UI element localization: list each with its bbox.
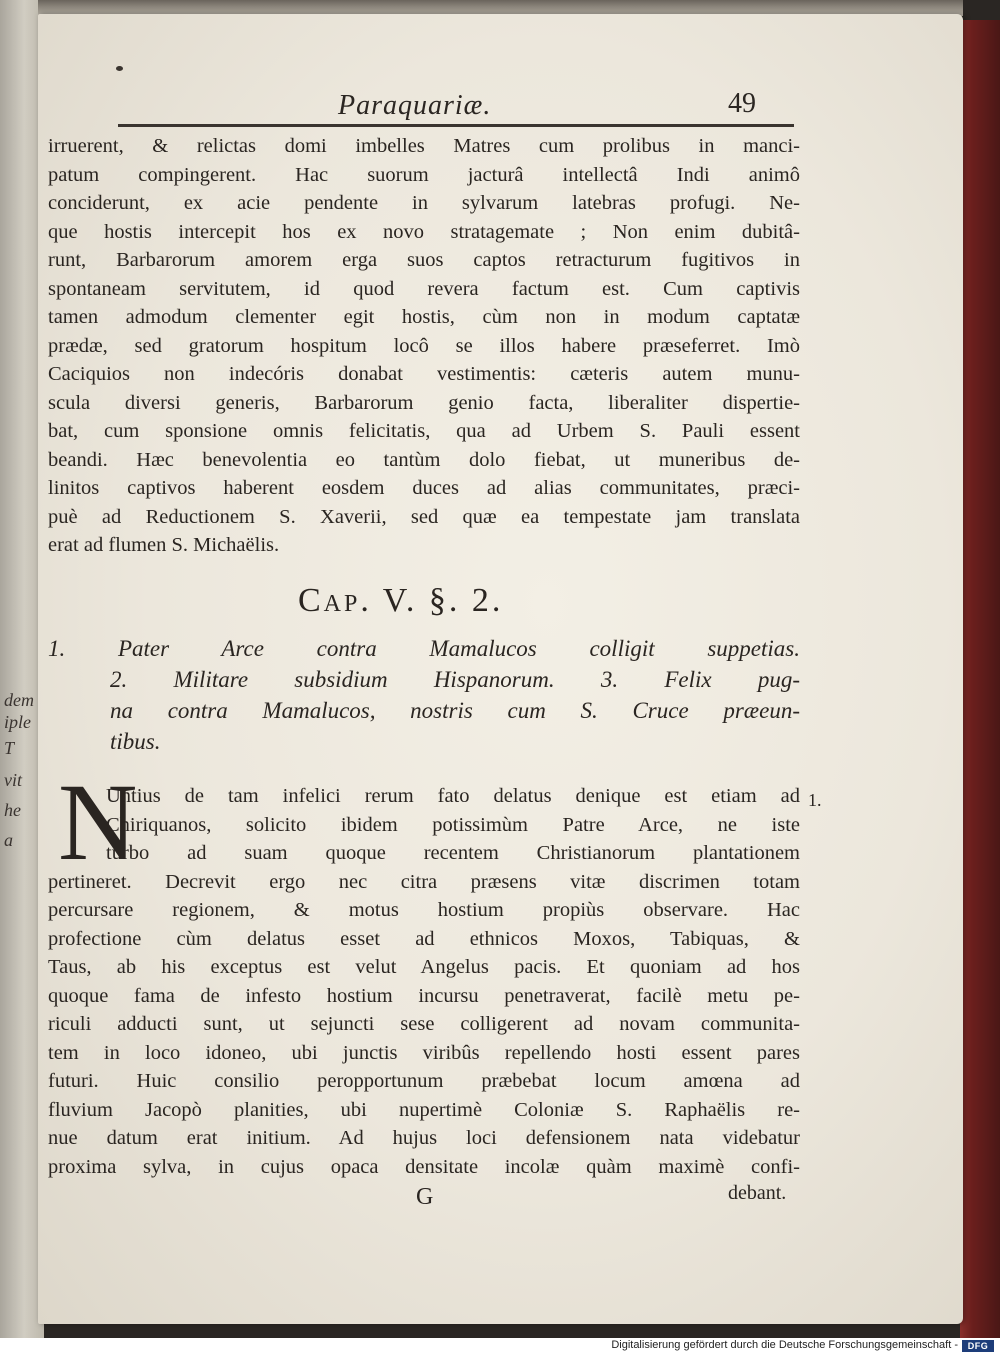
summary-line: tibus. — [110, 729, 161, 754]
text-line: irruerent, & relictas domi imbelles Matres cum prolibus in manci- — [48, 135, 800, 157]
book-page — [38, 14, 963, 1324]
paragraph-1 — [48, 132, 800, 560]
drop-cap: N — [58, 761, 138, 883]
text-line: turbo ad suam quoque recentem Christianorum plantationem — [106, 842, 800, 864]
text-line: spontaneam servitutem, id quod revera factum est. Cum captivis — [48, 277, 800, 300]
running-head: Paraquariæ. — [338, 90, 492, 121]
text-line: patum compingerent. Hac suorum jacturâ intellectâ Indi animô — [48, 163, 800, 186]
text-line: prædæ, sed gratorum hospitum locô se illos habere præseferret. Imò — [48, 334, 800, 357]
summary-line: 2. Militare subsidium Hispanorum. 3. Felix pug- — [110, 667, 800, 692]
text-line: futuri. Huic consilio peropportunum præbebat locum amœna ad — [48, 1070, 800, 1092]
text-line: scula diversi generis, Barbarorum genio facta, liberaliter dispertie- — [48, 391, 800, 414]
margin-note: 1. — [808, 790, 822, 810]
dfg-logo: DFG — [962, 1340, 994, 1352]
header-rule — [118, 124, 794, 127]
text-line: Chiriquanos, solicito ibidem potissimùm Patre Arce, ne iste — [106, 813, 800, 836]
left-page-fragment: dem — [4, 690, 34, 710]
paragraph-2 — [48, 782, 800, 1181]
text-line: pertineret. Decrevit ergo nec citra præsens vitæ discrimen totam — [48, 870, 800, 893]
text-line: fluvium Jacopò planities, ubi nupertimè Coloniæ S. Raphaëlis re- — [48, 1098, 800, 1121]
left-page-fragment: a — [4, 830, 13, 850]
text-line: percursare regionem, & motus hostium propiùs observare. Hac — [48, 899, 800, 921]
text-line: beandi. Hæc benevolentia eo tantùm dolo fiebat, ut muneribus de- — [48, 448, 800, 471]
left-page-fragment: vit — [4, 770, 22, 790]
left-page-fragment: T — [4, 738, 15, 758]
text-line: nue datum erat initium. Ad hujus loci defensionem nata videbatur — [48, 1127, 800, 1149]
text-line: Untius de tam infelici rerum fato delatus denique est etiam ad — [106, 785, 800, 807]
funding-notice: Digitalisierung gefördert durch die Deutsche Forschungsgemeinschaft - — [611, 1339, 958, 1351]
footer-bar — [0, 1338, 1000, 1355]
text-line: Caciquios non indecóris donabat vestimentis: cæteris autem munu- — [48, 363, 800, 385]
chapter-heading: Cap. V. §. 2. — [298, 582, 504, 619]
catchword: debant. — [728, 1182, 787, 1204]
text-line: runt, Barbarorum amorem erga suos captos retracturum fugitivos in — [48, 249, 800, 271]
left-page-fragment: iple — [4, 712, 31, 732]
text-line: Taus, ab his exceptus est velut Angelus pacis. Et quoniam ad hos — [48, 956, 800, 978]
text-line: erat ad flumen S. Michaëlis. — [48, 534, 280, 556]
text-line: bat, cum sponsione omnis felicitatis, qua ad Urbem S. Pauli essent — [48, 420, 800, 442]
page-number: 49 — [728, 88, 756, 119]
text-line: proxima sylva, in cujus opaca densitate incolæ quàm maximè confi- — [48, 1155, 800, 1178]
text-line: profectione cùm delatus esset ad ethnicos Moxos, Tabiquas, & — [48, 927, 800, 950]
text-line: puè ad Reductionem S. Xaverii, sed quæ ea tempestate jam translata — [48, 505, 800, 528]
text-line: tem in loco idoneo, ubi junctis viribûs repellendo hosti essent pares — [48, 1041, 800, 1064]
text-line: conciderunt, ex acie pendente in sylvarum latebras profugi. Ne- — [48, 192, 800, 214]
book-cover-edge — [960, 20, 1000, 1338]
chapter-summary — [48, 633, 800, 757]
summary-line: 1. Pater Arce contra Mamalucos colligit suppetias. — [48, 636, 800, 661]
text-line: tamen admodum clementer egit hostis, cùm non in modum captatæ — [48, 306, 800, 328]
text-line: que hostis intercepit hos ex novo stratagemate ; Non enim dubitâ- — [48, 220, 800, 243]
text-line: quoque fama de infesto hostium incursu penetraverat, facilè metu pe- — [48, 984, 800, 1007]
text-line: linitos captivos haberent eosdem duces ad alias communitates, præci- — [48, 477, 800, 499]
summary-line: na contra Mamalucos, nostris cum S. Cruce præeun- — [110, 698, 800, 723]
signature-mark: G — [416, 1184, 434, 1210]
left-page-fragment: he — [4, 800, 21, 820]
text-line: riculi adducti sunt, ut sejuncti sese colligerent ad novam communita- — [48, 1013, 800, 1035]
ink-spot — [116, 66, 123, 71]
